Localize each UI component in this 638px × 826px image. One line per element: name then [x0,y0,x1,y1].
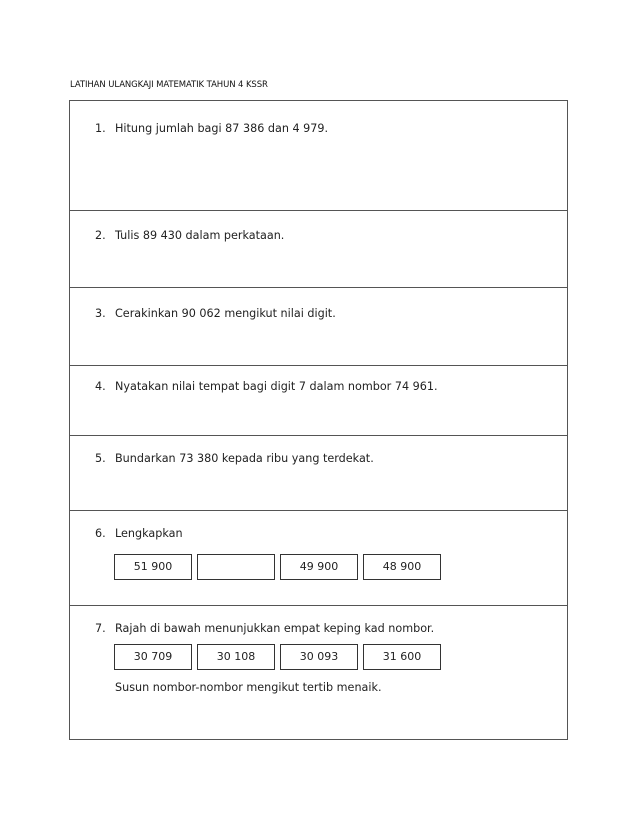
question-2 [95,229,284,242]
question-row-6 [70,511,567,606]
number-card: 51 900 [114,554,192,580]
question-text: Hitung jumlah bagi 87 386 dan 4 979. [115,122,329,135]
question-text: Bundarkan 73 380 kepada ribu yang terdekat. [115,452,374,465]
question-row-2 [70,211,567,288]
question-text: Lengkapkan [115,527,183,540]
question-6 [95,527,183,540]
number-card: 30 093 [280,644,358,670]
question-7-instruction: Susun nombor-nombor mengikut tertib menaik. [115,681,382,694]
worksheet-title: LATIHAN ULANGKAJI MATEMATIK TAHUN 4 KSSR [70,80,268,90]
number-card: 49 900 [280,554,358,580]
number-card: 48 900 [363,554,441,580]
question-number: 4. [95,380,106,393]
question-number: 2. [95,229,106,242]
question-7 [95,622,434,635]
question-text: Rajah di bawah menunjukkan empat keping kad nombor. [115,622,435,635]
sequence-boxes [114,554,441,580]
question-number: 5. [95,452,106,465]
question-row-4 [70,366,567,436]
number-cards [114,644,441,670]
number-card: 30 108 [197,644,275,670]
blank-answer-box[interactable] [197,554,275,580]
question-row-1 [70,101,567,211]
question-row-5 [70,436,567,511]
question-text: Tulis 89 430 dalam perkataan. [115,229,285,242]
number-card: 31 600 [363,644,441,670]
number-card: 30 709 [114,644,192,670]
question-number: 3. [95,307,106,320]
question-row-3 [70,288,567,366]
question-3 [95,307,336,320]
question-table [69,100,568,740]
question-1 [95,122,328,135]
question-text: Cerakinkan 90 062 mengikut nilai digit. [115,307,336,320]
question-4 [95,380,438,393]
question-5 [95,452,374,465]
question-number: 1. [95,122,106,135]
question-number: 7. [95,622,106,635]
question-number: 6. [95,527,106,540]
question-text: Nyatakan nilai tempat bagi digit 7 dalam nombor 74 961. [115,380,438,393]
question-row-7 [70,606,567,741]
